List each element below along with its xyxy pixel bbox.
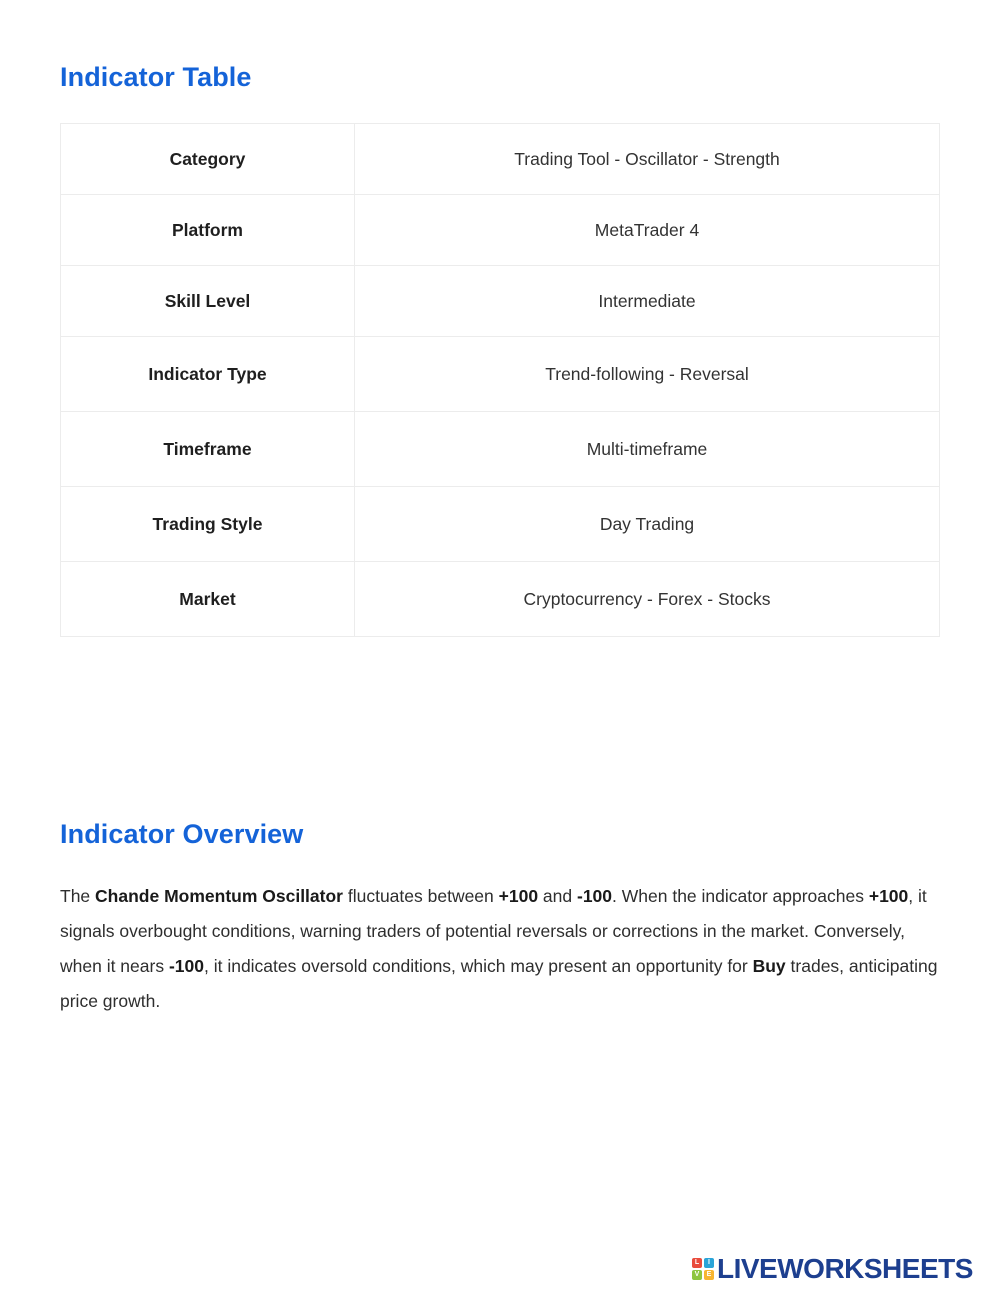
indicator-table-title: Indicator Table — [60, 62, 252, 92]
overview-bold-indicator-name: Chande Momentum Oscillator — [95, 886, 343, 906]
table-row — [61, 487, 940, 562]
table-value-platform: MetaTrader 4 — [355, 195, 940, 266]
liveworksheets-logo-icon — [692, 1258, 714, 1280]
overview-text: , it indicates oversold conditions, which may present an opportunity for — [203, 956, 753, 976]
overview-bold-value: +100 — [498, 886, 539, 906]
table-row — [61, 337, 940, 412]
logo-mark-letter: I — [704, 1258, 714, 1268]
overview-text: fluctuates between — [342, 886, 499, 906]
table-value-skill-level: Intermediate — [355, 266, 940, 337]
table-row — [61, 195, 940, 266]
overview-paragraph — [60, 879, 950, 1019]
table-key-indicator-type: Indicator Type — [61, 337, 355, 412]
indicator-table — [60, 123, 940, 637]
overview-bold-value: -100 — [577, 886, 613, 906]
overview-text: trades, anticipating price growth. — [60, 956, 938, 1011]
overview-text: , it signals overbought conditions, warning traders of potential reversals or corrections in the market. Conversely, when it nears — [60, 886, 927, 976]
overview-text: and — [538, 886, 577, 906]
indicator-overview-title: Indicator Overview — [60, 819, 304, 849]
table-value-indicator-type: Trend-following - Reversal — [355, 337, 940, 412]
overview-bold-value: -100 — [168, 956, 204, 976]
table-key-timeframe: Timeframe — [61, 412, 355, 487]
table-value-category: Trading Tool - Oscillator - Strength — [355, 124, 940, 195]
logo-mark-letter: L — [692, 1258, 702, 1268]
table-key-platform: Platform — [61, 195, 355, 266]
logo-mark-letter: E — [704, 1270, 714, 1280]
table-key-market: Market — [61, 562, 355, 637]
overview-bold-buy: Buy — [752, 956, 786, 976]
table-row — [61, 124, 940, 195]
table-row — [61, 562, 940, 637]
overview-text: . When the indicator approaches — [612, 886, 869, 906]
table-value-timeframe: Multi-timeframe — [355, 412, 940, 487]
table-key-category: Category — [61, 124, 355, 195]
table-key-skill-level: Skill Level — [61, 266, 355, 337]
table-row — [61, 266, 940, 337]
liveworksheets-logo-text: LIVEWORKSHEETS — [717, 1253, 973, 1284]
table-value-market: Cryptocurrency - Forex - Stocks — [355, 562, 940, 637]
table-value-trading-style: Day Trading — [355, 487, 940, 562]
logo-mark-letter: V — [692, 1270, 702, 1280]
table-row — [61, 412, 940, 487]
overview-text: The — [60, 886, 96, 906]
liveworksheets-logo — [692, 1254, 973, 1284]
table-key-trading-style: Trading Style — [61, 487, 355, 562]
overview-bold-value: +100 — [868, 886, 909, 906]
